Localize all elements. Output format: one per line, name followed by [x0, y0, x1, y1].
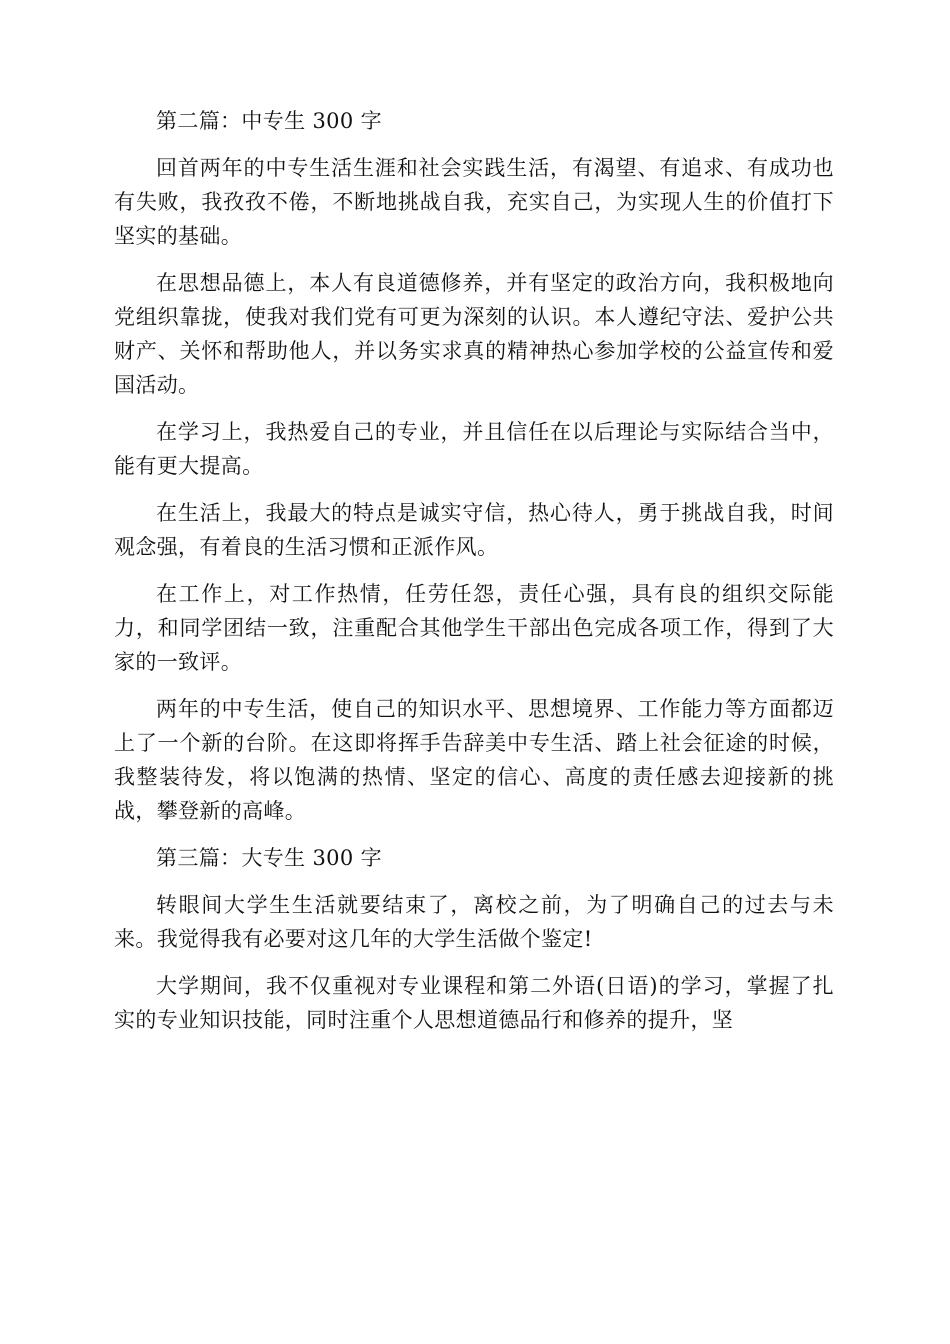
document-body	[114, 104, 834, 1050]
paragraph: 在生活上，我最大的特点是诚实守信，热心待人，勇于挑战自我，时间观念强，有着良的生活习惯和正派作风。	[114, 501, 834, 559]
section-heading-third: 第三篇：大专生 300 字	[156, 846, 382, 870]
paragraph: 在思想品德上，本人有良道德修养，并有坚定的政治方向，我积极地向党组织靠拢，使我对我们党有可更为深刻的认识。本人遵纪守法、爱护公共财产、关怀和帮助他人，并以务实求真的精神热心参加学校的公益宣传和爱国活动。	[114, 271, 834, 397]
paragraph: 大学期间，我不仅重视对专业课程和第二外语(日语)的学习，掌握了扎实的专业知识技能，同时注重个人思想道德品行和修养的提升，坚	[114, 974, 834, 1032]
paragraph: 在工作上，对工作热情，任劳任怨，责任心强，具有良的组织交际能力，和同学团结一致，注重配合其他学生干部出色完成各项工作，得到了大家的一致评。	[114, 582, 834, 674]
section-heading-second: 第二篇：中专生 300 字	[156, 109, 382, 133]
paragraph: 回首两年的中专生活生涯和社会实践生活，有渴望、有追求、有成功也有失败，我孜孜不倦，不断地挑战自我，充实自己，为实现人生的价值打下坚实的基础。	[114, 156, 834, 248]
paragraph: 在学习上，我热爱自己的专业，并且信任在以后理论与实际结合当中，能有更大提高。	[114, 420, 834, 478]
paragraph: 转眼间大学生生活就要结束了，离校之前，为了明确自己的过去与未来。我觉得我有必要对这几年的大学生活做个鉴定!	[114, 893, 834, 951]
paragraph: 两年的中专生活，使自己的知识水平、思想境界、工作能力等方面都迈上了一个新的台阶。在这即将挥手告辞美中专生活、踏上社会征途的时候，我整装待发，将以饱满的热情、坚定的信心、高度的责任感去迎接新的挑战，攀登新的高峰。	[114, 697, 834, 823]
